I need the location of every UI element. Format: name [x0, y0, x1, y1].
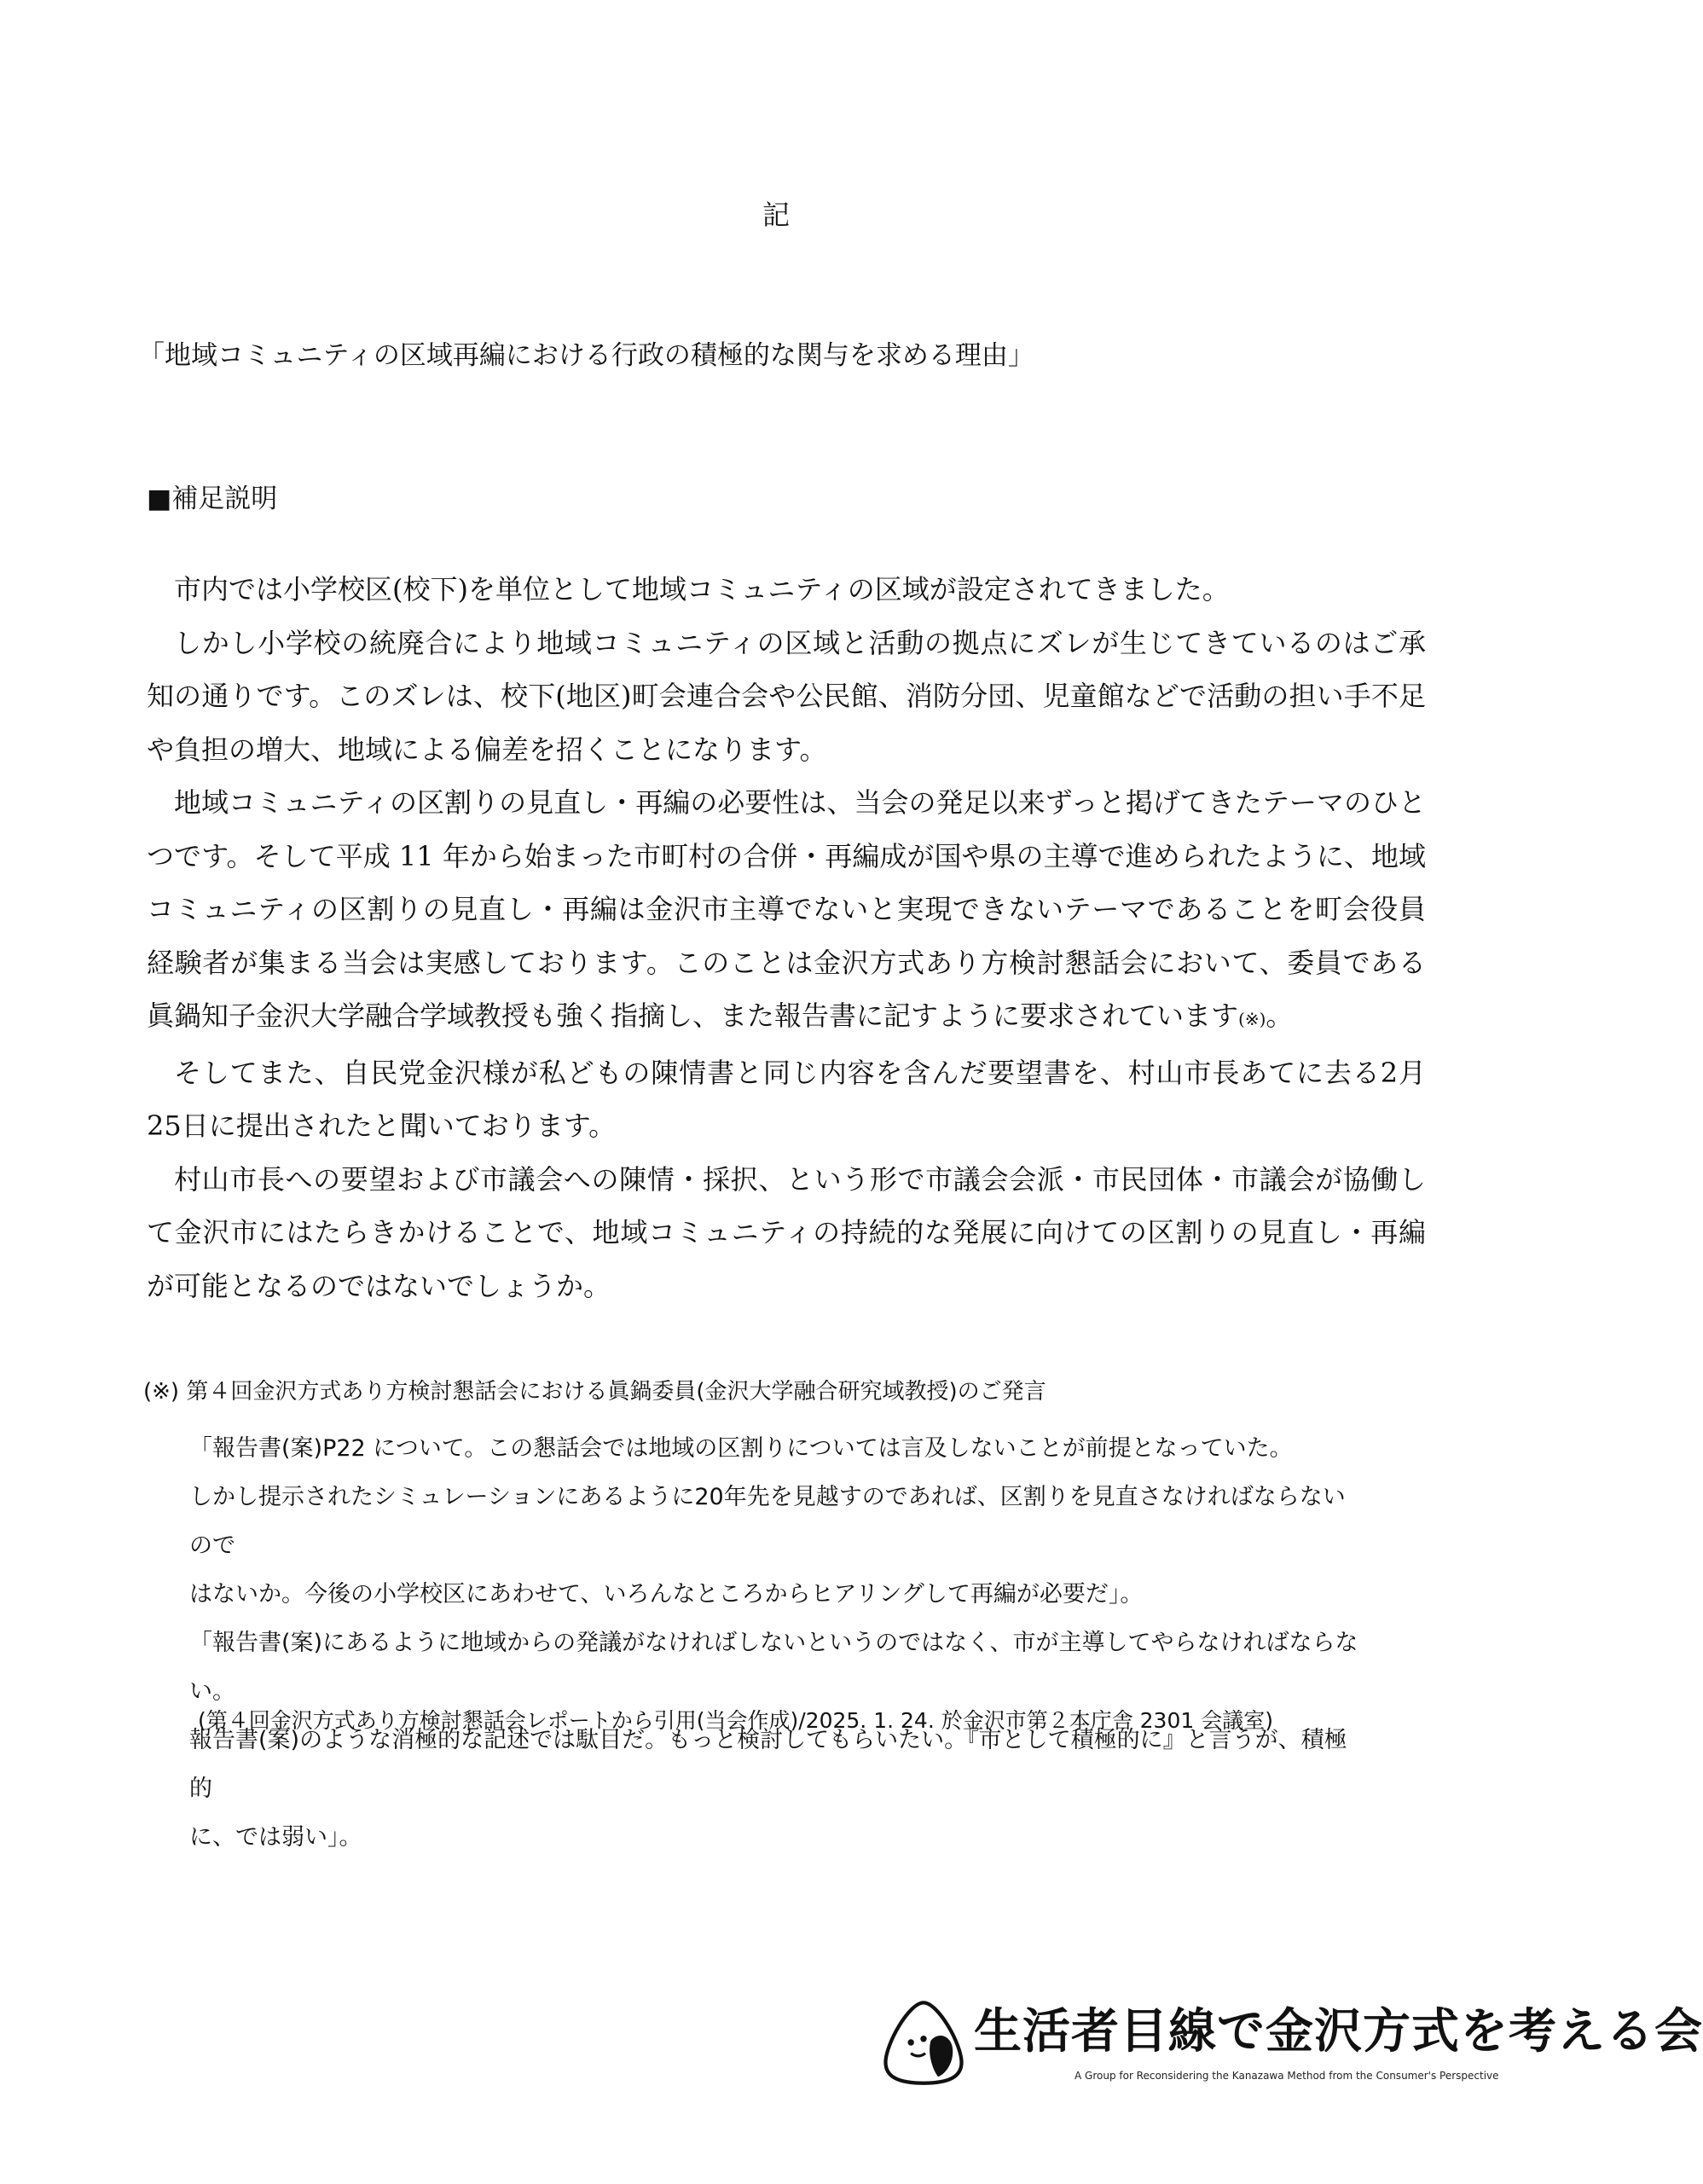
paragraph-2: しかし小学校の統廃合により地域コミュニティの区域と活動の拠点にズレが生じてきているのはご承知の通りです。このズレは、校下(地区)町会連合会や公民館、消防分団、児童館などで活動の担い手不足や負担の増大、地域による偏差を招くことになります。 [147, 626, 1426, 766]
paragraph-4: そしてまた、自民党金沢様が私どもの陳情書と同じ内容を含んだ要望書を、村山市長あてに去る2月25日に提出されたと聞いております。 [147, 1056, 1426, 1142]
paragraph-3-text: 地域コミュニティの区割りの見直し・再編の必要性は、当会の発足以来ずっと掲げてきたテーマのひとつです。そして平成 11 年から始まった市町村の合併・再編成が国や県の主導で進められたように、地域コミュニティの区割りの見直し・再編は金沢市主導でないと実現できないテーマであることを町会役員経験者が集まる当会は実感しております。このことは金沢方式あり方検討懇話会において、委員である眞鍋知子金沢大学融合学域教授も強く指摘し、また報告書に記すように要求されています [147, 786, 1426, 1032]
section-heading: ■補足説明 [147, 484, 278, 514]
ki-heading: 記 [762, 199, 790, 231]
paragraph-5: 村山市長への要望および市議会への陳情・採択、という形で市議会会派・市民団体・市議会が協働して金沢市にはたらきかけることで、地域コミュニティの持続的な発展に向けての区割りの見直し・再編が可能となるのではないでしょうか。 [147, 1162, 1426, 1302]
quote-line: 報告書(案)のような消極的な記述では駄目だ。もっと検討してもらいたい。『市として積極的に』と言うが、積極的 [189, 1727, 1347, 1802]
citation: (第４回金沢方式あり方検討懇話会レポートから引用(当会作成)/2025. 1. 24. 於金沢市第２本庁舎 2301 会議室) [198, 1708, 1273, 1733]
quote-line: しかし提示されたシミュレーションにあるように20年先を見越すのであれば、区割りを見直さなければならないので [189, 1484, 1346, 1559]
quote-line: 「報告書(案)P22 について。この懇話会では地域の区割りについては言及しないことが前提となっていた。 [189, 1435, 1293, 1462]
note-heading: (※) 第４回金沢方式あり方検討懇話会における眞鍋委員(金沢大学融合研究域教授)のご発言 [143, 1379, 1046, 1405]
quote-block [189, 1424, 1366, 1862]
body-text [147, 563, 1426, 1312]
paragraph-3-end: 。 [1266, 999, 1294, 1032]
note-reference: (※) [1238, 1009, 1266, 1029]
logo-name: 生活者目線で金沢方式を考える会 [974, 2004, 1703, 2059]
quote-line: に、では弱い」。 [189, 1824, 362, 1851]
quote-line: 「報告書(案)にあるように地域からの発議がなければしないというのではなく、市が主導してやらなければならない。 [189, 1630, 1358, 1705]
logo-tagline: A Group for Reconsidering the Kanazawa Method from the Consumer's Perspective [1075, 2070, 1499, 2082]
organization-logo [878, 1996, 1703, 2106]
quote-line: はないか。今後の小学校区にあわせて、いろんなところからヒアリングして再編が必要だ」。 [189, 1581, 1144, 1608]
paragraph-1: 市内では小学校区(校下)を単位として地域コミュニティの区域が設定されてきました。 [174, 573, 1230, 605]
reason-title: 「地域コミュニティの区域再編における行政の積極的な関与を求める理由」 [138, 340, 1034, 371]
rice-ball-icon [878, 1997, 969, 2088]
paragraph-3 [147, 776, 1426, 1046]
